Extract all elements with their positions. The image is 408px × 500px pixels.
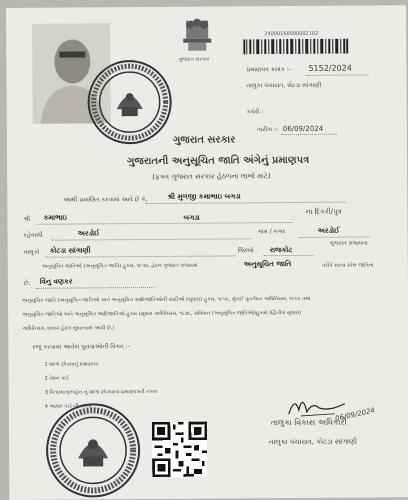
- taluka-value: કોટડા સાંગાણી: [49, 246, 91, 255]
- taluka-label: તાલુકો: [23, 248, 40, 256]
- certificate-page: [6, 5, 408, 500]
- line1-relation: ના દિકરી/પુત્ર: [305, 207, 342, 216]
- village-value: અરડોઈ: [317, 226, 340, 235]
- doc-item: 2 રેશન કાર્ડ: [44, 375, 69, 382]
- certificate-number: 24000160000002102: [264, 30, 319, 38]
- district-value: રાજકોટ: [269, 246, 293, 255]
- para-line2: અનુસૂચિત જાતિઓ અને અનુસૂચિત આદિજાતિઓ હુકમ (સુધારા અધિનિયમ, ૧૯૭૬, સંવિધાન (અનુસૂચિત જાતિઓ)હુકમો (દ્વિતીય સુધારા): [22, 309, 301, 318]
- village-label: ગામ / નગર: [257, 228, 286, 236]
- barcode: [243, 39, 348, 55]
- caste-category: અનુસૂચિત જાતિ: [243, 260, 292, 269]
- office-line: તાલુકા પંચાયત, સેટડા સાંગાણી: [246, 81, 322, 90]
- line2-label: શ્રી: [23, 215, 31, 223]
- emblem-caption: ગુજરાત સરકાર: [178, 56, 210, 63]
- docs-title: રજૂ કરવામાં આવેલ પુરાવાઓની વિગત :-: [32, 343, 131, 351]
- state-label: ગુજરાત રાજ્યના: [329, 240, 368, 247]
- line1-label: આથી પ્રમાણિત કરવામાં આવે છે કે,: [63, 196, 148, 204]
- line3-label: રહેવાસી: [23, 231, 43, 239]
- certificate-title: ગુજરાતની અનુસૂચિત જાતિ અંગેનું પ્રમાણપત્ર: [127, 154, 310, 168]
- line5-tail: તરીકે માન્ય ઠરેલ જાતિના: [321, 262, 374, 269]
- date-value: 06/09/2024: [282, 124, 324, 134]
- signature-date: 06/09/2024: [334, 406, 376, 423]
- line5-text: અનુસૂચિત જાતિઓ (અનુસૂચિત જાતિ) હુકમ, ૧૯૫૦, હેઠળ ગુજરાત રાજ્યમાં: [41, 262, 198, 270]
- doc-item: 4 આધાર કાર્ડ ની નકલ: [44, 403, 92, 410]
- national-emblem-icon: [176, 17, 218, 61]
- date-label: તારીખ :-: [256, 126, 279, 134]
- app-no-label: પ્રમાણપત્ર ક્રમાંક :-: [246, 66, 292, 74]
- para-line3: અધિનિયમ, ૨૦૦૨ હેઠળ સુધારવામાં આવી છે.): [22, 325, 115, 332]
- residence-value: અરડોઈ: [77, 229, 100, 238]
- office-label: કચેરી :: [246, 109, 264, 116]
- doc-item: 3 પિતા/માતા/બહેન નું શાળા છોડયાનાં પ્રમાણપત્રની નકલ: [44, 388, 158, 396]
- holder-name: શ્રી મુળજી કમાભાઇ બગડા: [167, 192, 241, 201]
- office-seal-top: [86, 59, 173, 146]
- qr-code: [152, 422, 207, 477]
- gov-title: ગુજરાત સરકાર: [172, 134, 236, 146]
- father-name: કમાભાઇ: [43, 213, 67, 222]
- certificate-subtitle: (ફક્ત ગુજરાત સરકાર હેઠળના લાભો માટે): [152, 172, 271, 181]
- surname: બગડા: [183, 213, 200, 222]
- officer-title: તાલુકા વિકાસ અધિકારી: [270, 417, 347, 428]
- office-seal-bottom: [45, 402, 142, 499]
- app-no-value: 5152/2024: [308, 63, 352, 73]
- district-label: જિલ્લો: [237, 247, 254, 255]
- caste-name: વિંનુ વણકર: [39, 277, 73, 286]
- line6-label: છે.: [23, 279, 31, 287]
- para-line1: અનુસૂચિત જાતિ (અનુસૂચિત જાતિઓ અને અનુસૂચિત આદિજાતિઓની યાદીઓ (સુધારા) હુકમ, ૧૯૫૬, મુંબઈ પુનર્ગઠન અધિનિયમ, ૧૯૬૦ તથા: [22, 295, 311, 304]
- doc-item: 1 શાળા છોડયાનું પ્રમાણપત્ર: [44, 361, 99, 368]
- officer-office: તાલુકા પંચાયત, કોટડા સાંગાણી: [269, 437, 358, 447]
